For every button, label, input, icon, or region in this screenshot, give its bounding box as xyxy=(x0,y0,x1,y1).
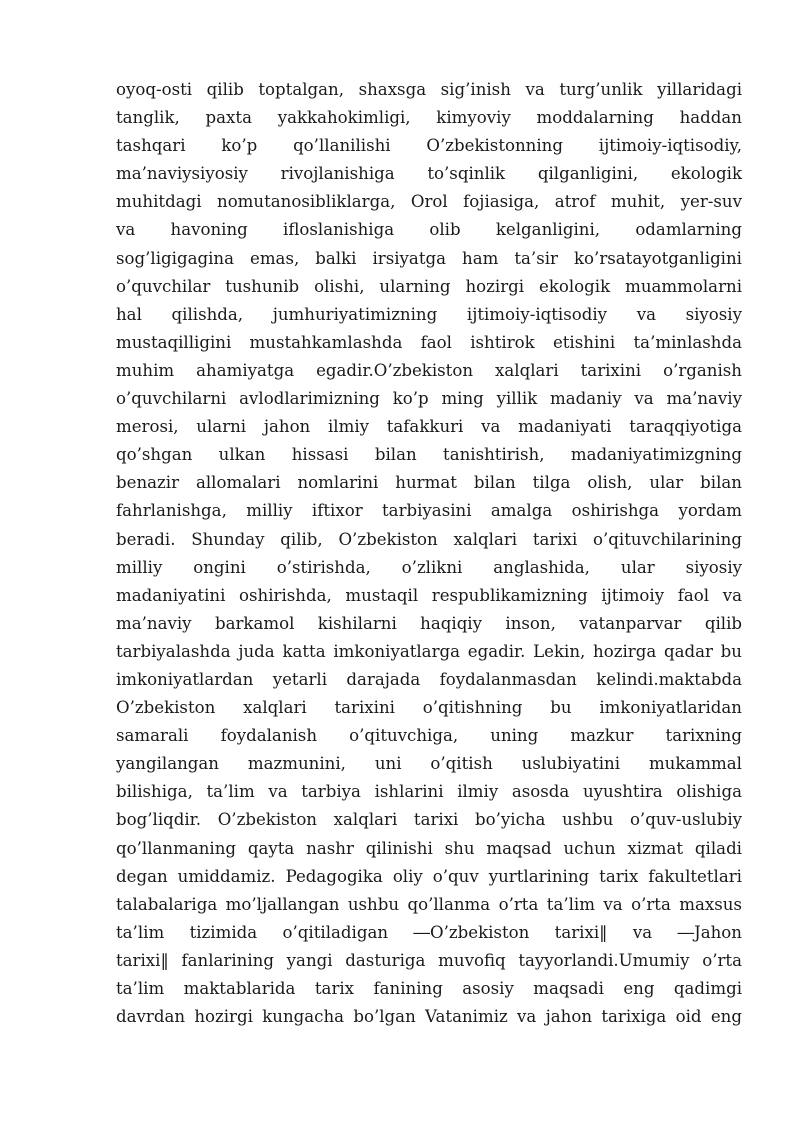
text-line: samarali foydalanish o’qituvchiga, uning mazkur tarixning xyxy=(116,726,742,746)
text-line: o’quvchilar tushunib olishi, ularning hozirgi ekologik muammolarni xyxy=(116,276,742,296)
text-line: benazir allomalari nomlarini hurmat bilan tilga olish, ular bilan xyxy=(116,473,742,493)
text-line: tanglik, paxta yakkahokimligi, kimyoviy moddalarning haddan xyxy=(116,108,742,128)
text-line: oyoq-osti qilib toptalgan, shaxsga sig’inish va turg’unlik yillaridagi xyxy=(116,80,742,99)
text-line: tashqari ko’p qo’llanilishi O’zbekistonning ijtimoiy-iqtisodiy, xyxy=(116,136,742,156)
text-line: bog’liqdir. O’zbekiston xalqlari tarixi bo’yicha ushbu o’quv-uslubiy xyxy=(116,810,742,830)
text-line: ma’naviy barkamol kishilarni haqiqiy inson, vatanparvar qilib xyxy=(116,613,742,633)
text-line: davrdan hozirgi kungacha bo’lgan Vatanimiz va jahon tarixiga oid eng xyxy=(116,1007,742,1027)
text-line: O’zbekiston xalqlari tarixini o’qitishning bu imkoniyatlaridan xyxy=(116,698,742,718)
text-line: beradi. Shunday qilib, O’zbekiston xalqlari tarixi o’qituvchilarining xyxy=(116,529,742,549)
text-line: ma’naviysiyosiy rivojlanishiga to’sqinlik qilganligini, ekologik xyxy=(116,164,742,184)
text-line: imkoniyatlardan yetarli darajada foydalanmasdan kelindi.maktabda xyxy=(116,669,742,689)
text-line: o’quvchilarni avlodlarimizning ko’p ming yillik madaniy va ma’naviy xyxy=(116,389,742,409)
text-line: degan umiddamiz. Pedagogika oliy o’quv yurtlarining tarix fakultetlari xyxy=(116,866,742,886)
text-line: hal qilishda, jumhuriyatimizning ijtimoiy-iqtisodiy va siyosiy xyxy=(116,304,742,324)
text-line: bilishiga, ta’lim va tarbiya ishlarini ilmiy asosda uyushtira olishiga xyxy=(116,782,742,802)
text-line: milliy ongini o’stirishda, o’zlikni anglashida, ular siyosiy xyxy=(116,557,742,577)
text-line: yangilangan mazmunini, uni o’qitish uslubiyatini mukammal xyxy=(116,754,742,774)
text-line: fahrlanishga, milliy iftixor tarbiyasini amalga oshirishga yordam xyxy=(116,501,742,521)
text-line: muhim ahamiyatga egadir.O’zbekiston xalqlari tarixini o’rganish xyxy=(116,360,742,380)
text-line: ta’lim tizimida o’qitiladigan ―O’zbekiston tarixi‖ va ―Jahon xyxy=(116,922,742,942)
text-line: qo’llanmaning qayta nashr qilinishi shu maqsad uchun xizmat qiladi xyxy=(116,838,742,858)
text-line: muhitdagi nomutanosibliklarga, Orol fojiasiga, atrof muhit, yer-suv xyxy=(116,192,742,212)
text-line: sog’ligigagina emas, balki irsiyatga ham ta’sir ko’rsatayotganligini xyxy=(116,248,742,268)
text-line: madaniyatini oshirishda, mustaqil respublikamizning ijtimoiy faol va xyxy=(116,585,742,605)
text-line: va havoning ifloslanishiga olib kelganligini, odamlarning xyxy=(116,220,742,240)
body-text xyxy=(116,76,742,1031)
text-line: talabalariga mo’ljallangan ushbu qo’llanma o’rta ta’lim va o’rta maxsus xyxy=(116,894,742,914)
text-line: ta’lim maktablarida tarix fanining asosiy maqsadi eng qadimgi xyxy=(116,979,742,998)
text-line: tarbiyalashda juda katta imkoniyatlarga egadir. Lekin, hozirga qadar bu xyxy=(116,641,742,661)
text-line: merosi, ularni jahon ilmiy tafakkuri va madaniyati taraqqiyotiga xyxy=(116,417,742,437)
text-line: tarixi‖ fanlarining yangi dasturiga muvofiq tayyorlandi.Umumiy o’rta xyxy=(116,950,742,970)
text-line: mustaqilligini mustahkamlashda faol ishtirok etishini ta’minlashda xyxy=(116,332,742,352)
text-line: qo’shgan ulkan hissasi bilan tanishtirish, madaniyatimizgning xyxy=(116,445,742,465)
